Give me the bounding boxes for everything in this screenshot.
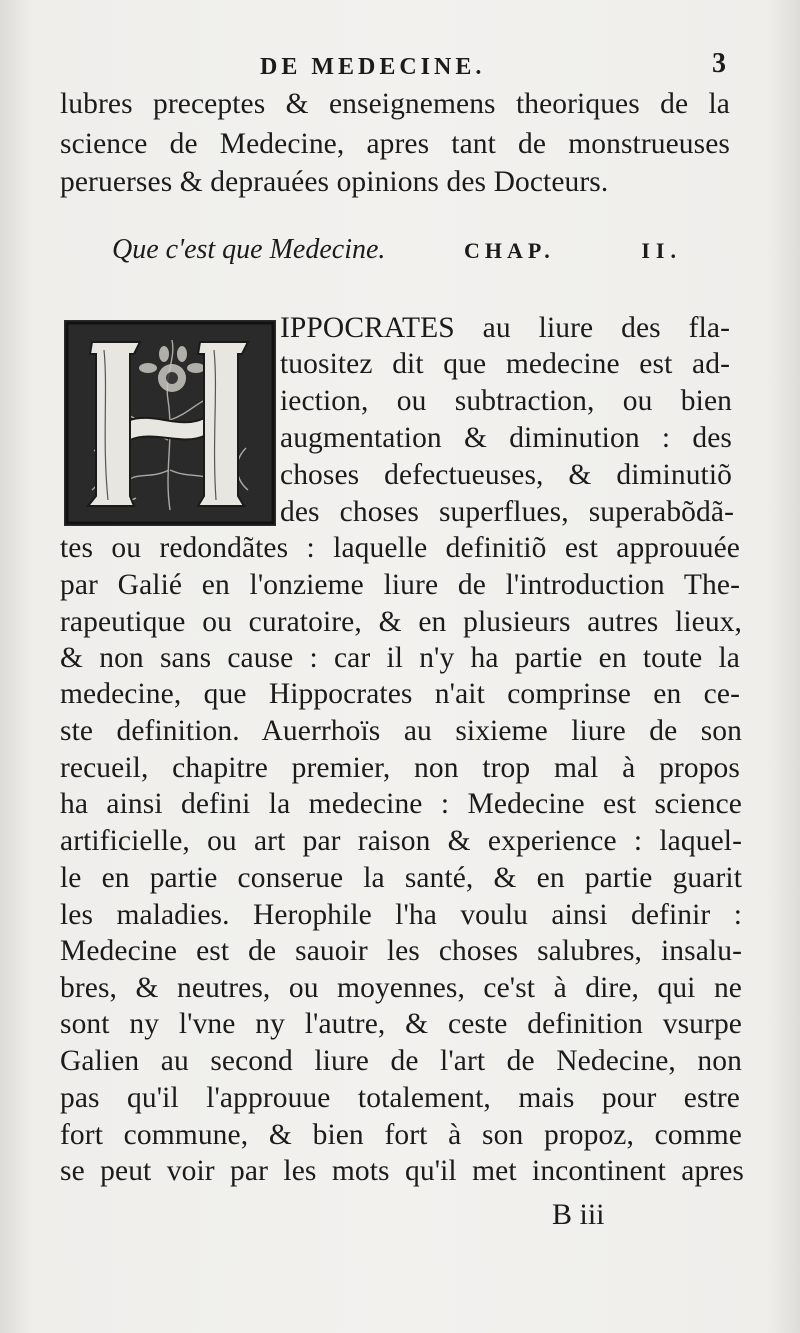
- text-line: bres, & neutres, ou moyennes, ce'st à dire, qui ne: [60, 972, 742, 1004]
- running-head: [60, 48, 740, 88]
- chapter-title: Que c'est que Medecine.: [112, 234, 386, 265]
- text-line: tuositez dit que medecine est ad-: [280, 348, 730, 380]
- text-line: lubres preceptes & enseignemens theoriques de la: [60, 88, 730, 120]
- text-line: des choses superflues, superabõdã-: [280, 496, 734, 528]
- text-line: se peut voir par les mots qu'il met incontinent apres: [60, 1155, 744, 1187]
- text-line: les maladies. Herophile l'ha voulu ainsi definir :: [60, 899, 742, 931]
- signature-mark: B iii: [552, 1198, 605, 1231]
- chapter-label: CHAP.: [464, 238, 555, 263]
- text-line: rapeutique ou curatoire, & en plusieurs autres lieux,: [60, 606, 742, 638]
- text-line: medecine, que Hippocrates n'ait comprinse en ce-: [60, 678, 740, 710]
- text-line: ha ainsi defini la medecine : Medecine est science: [60, 788, 742, 820]
- text-line: augmentation & diminution : des: [280, 422, 732, 454]
- text-line: IPPOCRATES au liure des fla-: [280, 312, 730, 344]
- text-line: le en partie conserue la santé, & en partie guarit: [60, 862, 742, 894]
- text-line: sont ny l'vne ny l'autre, & ceste definition vsurpe: [60, 1008, 742, 1040]
- running-head-title: DE MEDECINE.: [260, 54, 486, 80]
- text-line: peruerses & deprauées opinions des Docteurs.: [60, 166, 609, 198]
- text-line: choses defectueuses, & diminutiõ: [280, 459, 732, 491]
- text-line: fort commune, & bien fort à son propoz, comme: [60, 1119, 742, 1151]
- text-line: ste definition. Auerrhoïs au sixieme liure de son: [60, 715, 742, 747]
- text-line: science de Medecine, apres tant de monstrueuses: [60, 128, 730, 160]
- text-line: recueil, chapitre premier, non trop mal à propos: [60, 752, 740, 784]
- page-number: 3: [712, 48, 726, 79]
- text-line: & non sans cause : car il n'y ha partie en toute la: [60, 642, 740, 674]
- text-line: iection, ou subtraction, ou bien: [280, 385, 732, 417]
- text-line: artificielle, ou art par raison & experience : laquel-: [60, 825, 742, 857]
- text-line: par Galié en l'onzieme liure de l'introduction The-: [60, 569, 740, 601]
- decorated-initial-image: [64, 320, 276, 526]
- text-line: tes ou redondãtes : laquelle definitiõ est approuuée: [60, 532, 740, 564]
- text-line: Galien au second liure de l'art de Nedecine, non: [60, 1045, 742, 1077]
- decorated-initial: [64, 320, 276, 526]
- chapter-heading: [112, 234, 682, 274]
- text-line: Medecine est de sauoir les choses salubres, insalu-: [60, 935, 742, 967]
- text-line: pas qu'il l'approuue totalement, mais pour estre: [60, 1082, 740, 1114]
- chapter-number: II.: [641, 238, 682, 263]
